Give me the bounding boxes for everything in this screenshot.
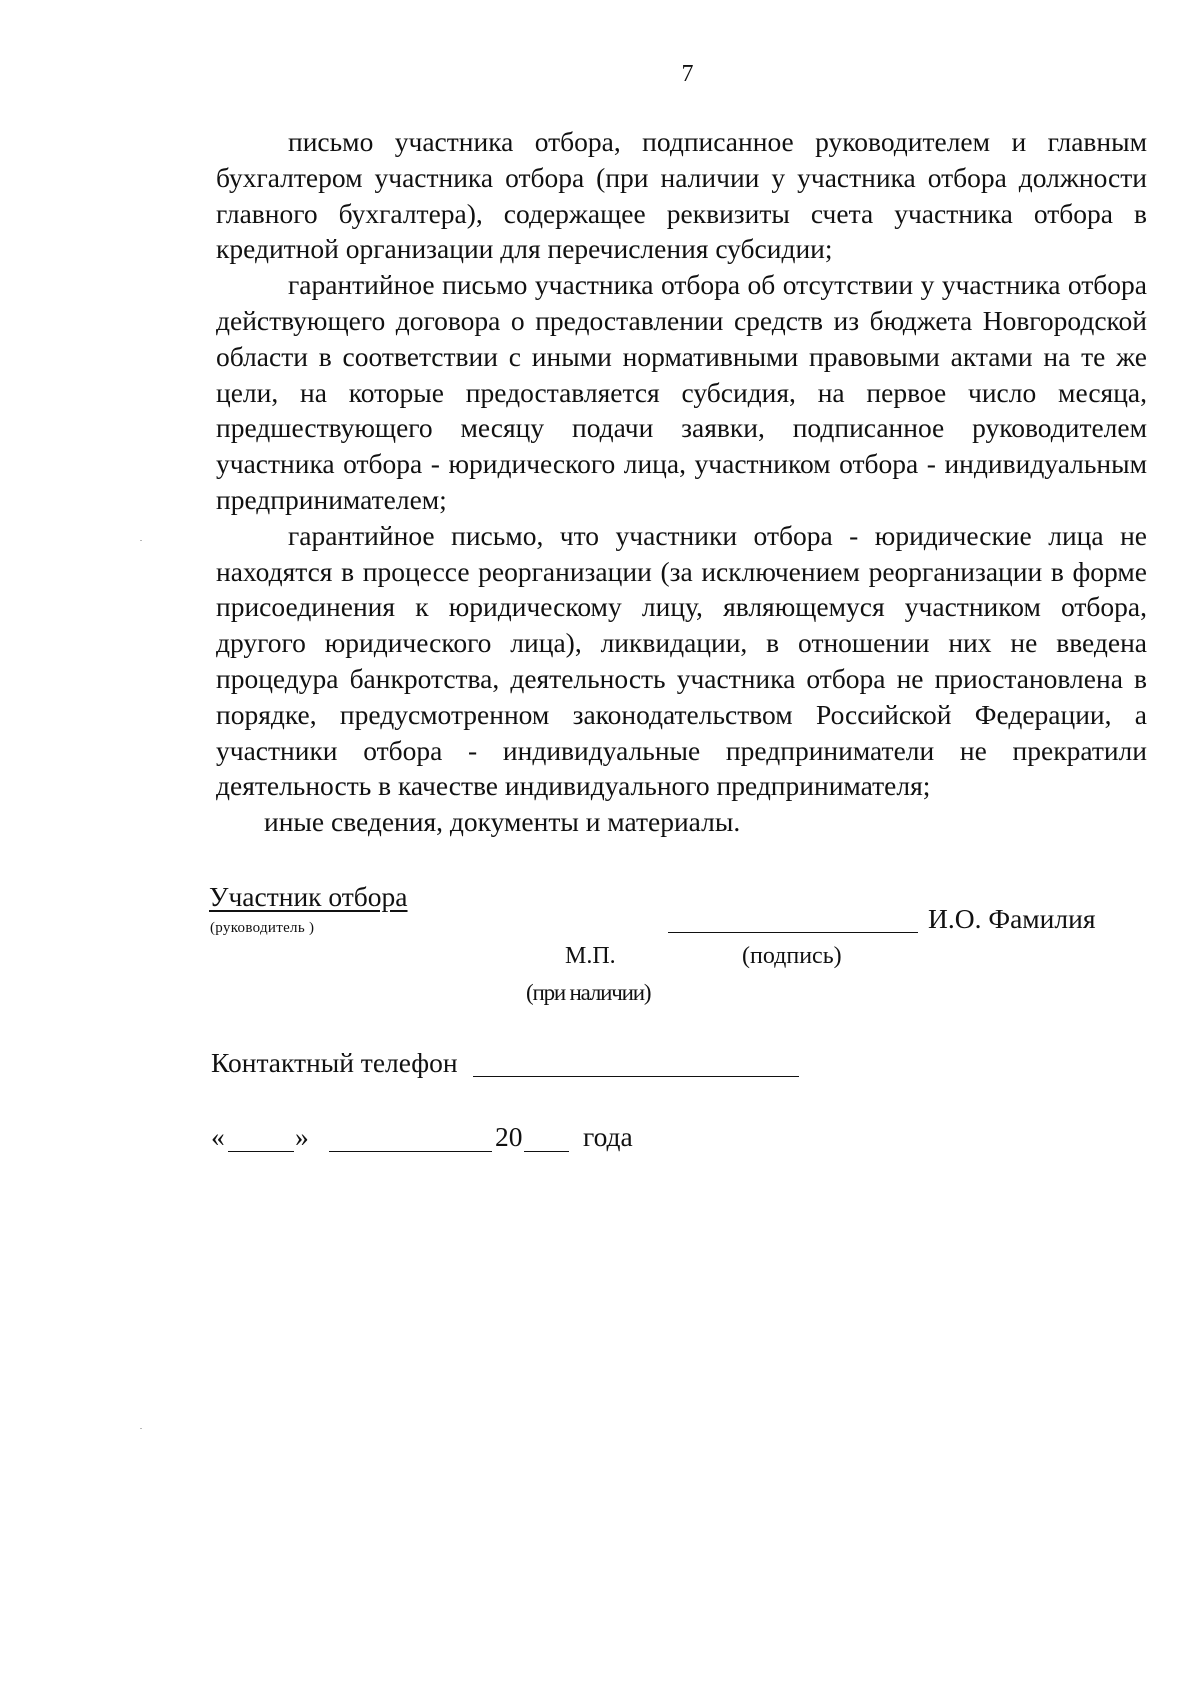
participant-label: Участник отбора	[209, 881, 408, 912]
month-blank	[329, 1151, 492, 1152]
stamp-label: М.П.	[565, 943, 616, 969]
date-open-quote: «	[211, 1121, 225, 1152]
stamp-note: (при наличии)	[526, 980, 651, 1005]
day-blank	[228, 1151, 294, 1152]
contact-phone-label: Контактный телефон	[211, 1047, 458, 1078]
scan-artifact	[140, 540, 142, 541]
paragraph-no-contract-guarantee: гарантийное письмо участника отбора об отсутствии у участника отбора действующего договора о предоставлении средств из бюджета Новгородской области в соответствии с иными нормативными правовыми актами на те же цели, на которые предоставляется субсидия, на первое число месяца, предшествующего месяцу подачи заявки, подписанное руководителем участника отбора - юридического лица, участником отбора - индивидуальным предпринимателем;	[216, 269, 1147, 515]
scan-artifact	[140, 1428, 142, 1429]
contact-phone-line	[473, 1076, 799, 1077]
participant-sub-label: (руководитель )	[210, 920, 315, 936]
date-year-suffix: года	[583, 1121, 633, 1152]
date-close-quote: »	[295, 1121, 309, 1152]
date-year-prefix: 20	[495, 1121, 523, 1152]
signer-name: И.О. Фамилия	[928, 903, 1096, 934]
document-body	[216, 124, 1147, 840]
paragraph-bank-details-letter: письмо участника отбора, подписанное руководителем и главным бухгалтером участника отбора (при наличии у участника отбора должности главного бухгалтера), содержащее реквизиты счета участника отбора в кредитной организации для перечисления субсидии;	[216, 126, 1147, 265]
year-blank	[524, 1151, 569, 1152]
signature-caption: (подпись)	[742, 943, 842, 969]
page-number: 7	[681, 61, 694, 87]
paragraph-no-reorganization-guarantee: гарантийное письмо, что участники отбора - юридические лица не находятся в процессе реорганизации (за исключением реорганизации в форме присоединения к юридическому лицу, являющемуся участником отбора, другого юридического лица), ликвидации, в отношении них не введена процедура банкротства, деятельность участника отбора не приостановлена в порядке, предусмотренном законодательством Российской Федерации, а участники отбора - индивидуальные предприниматели не прекратили деятельность в качестве индивидуального предпринимателя;	[216, 519, 1147, 802]
signature-line	[668, 932, 918, 933]
paragraph-other-materials: иные сведения, документы и материалы.	[264, 806, 741, 838]
